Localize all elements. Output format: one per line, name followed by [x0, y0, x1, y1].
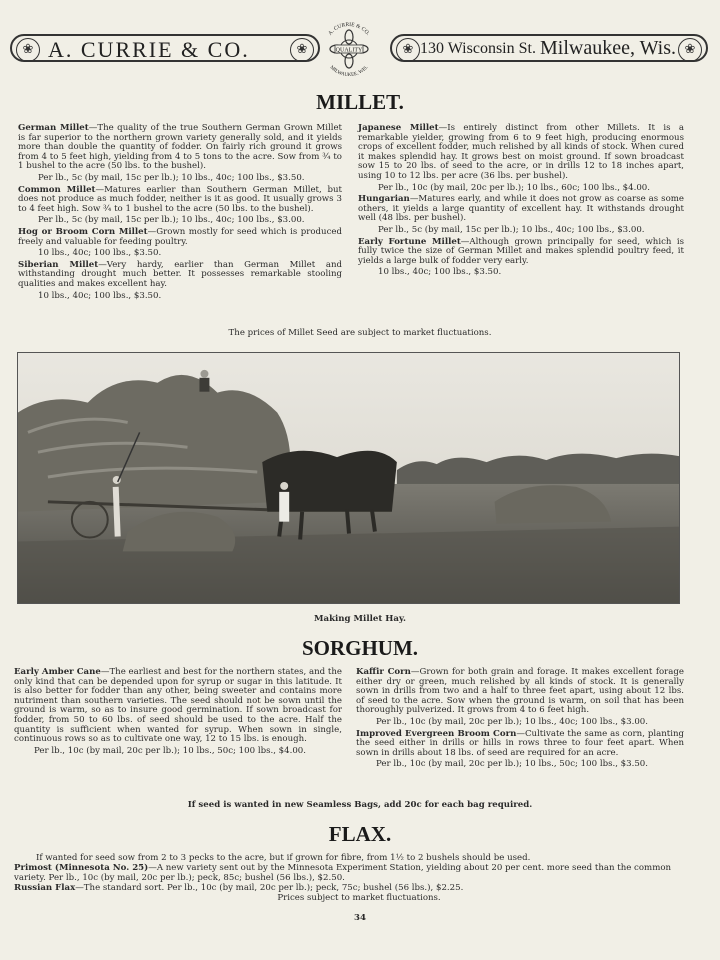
millet-hay-photo: [17, 352, 680, 604]
sorghum-right-column: [356, 668, 684, 772]
sorghum-price: Per lb., 10c (by mail, 20c per lb.); 10 lbs., 50c; 100 lbs., $3.50.: [376, 759, 649, 770]
millet-entry: Early Fortune Millet—Although grown principally for seed, which is fully twice the size of German Millet and makes splendid poultry feed, it yields a large bulk of fodder very early.: [358, 236, 684, 266]
millet-price: Per lb., 5c (by mail, 15c per lb.); 10 lbs., 40c; 100 lbs., $3.50.: [38, 172, 305, 183]
millet-entry: Common Millet—Matures earlier than Southern German Millet, but does not produce as much fodder, neither is it as good. It usually grows 3 to 4 feet high. Sow ¾ to 1 bushel to the acre (50 lbs. to the bushel).: [18, 184, 342, 214]
millet-price: Per lb., 5c (by mail, 15c per lb.); 10 lbs., 40c; 100 lbs., $3.00.: [378, 224, 645, 235]
millet-entry: Hog or Broom Corn Millet—Grown mostly for seed which is produced freely and valuable for feeding poultry.: [18, 226, 342, 247]
company-name: A. CURRIE & CO.: [48, 37, 250, 62]
sorghum-price: Per lb., 10c (by mail, 20c per lb.); 10 lbs., 50c; 100 lbs., $4.00.: [34, 745, 307, 756]
flax-market-note: Prices subject to market fluctuations.: [277, 893, 441, 903]
millet-price: Per lb., 10c (by mail, 20c per lb.); 10 lbs., 60c; 100 lbs., $4.00.: [378, 182, 651, 193]
photo-caption: Making Millet Hay.: [314, 614, 406, 624]
millet-entry: Hungarian—Matures early, and while it does not grow as coarse as some others, it yields a large quantity of excellent hay. It withstands drought well (48 lbs. per bushel).: [358, 194, 684, 224]
rosette-icon: ❀: [290, 38, 314, 62]
millet-right-column: [358, 124, 684, 280]
sorghum-entry: Kaffir Corn—Grown for both grain and forage. It makes excellent forage either dry or green, much relished by all kinds of stock. It is generally sown in drills from two and a half to three feet apart, using about 12 lbs. of seed to the acre. Sow when the ground is warm, on soil that has been thoroughly pulverized. It grows from 4 to 6 feet high.: [356, 667, 684, 716]
millet-left-column: [18, 124, 342, 303]
rosette-icon: ❀: [678, 38, 702, 62]
flax-entry: Primost (Minnesota No. 25)—A new variety sent out by the Minnesota Experiment Station, yielding about 20 per cent. more seed than the common variety. Per lb., 10c (by mail, 20c per lb.); peck, 85c; bushel (56 lbs.), $2.50.: [14, 863, 672, 883]
millet-market-note: The prices of Millet Seed are subject to market fluctuations.: [228, 328, 492, 338]
millet-price: Per lb., 5c (by mail, 15c per lb.); 10 lbs., 40c; 100 lbs., $3.00.: [38, 215, 305, 226]
millet-price: 10 lbs., 40c; 100 lbs., $3.50.: [38, 248, 162, 259]
svg-text:MILWAUKEE, WIS.: MILWAUKEE, WIS.: [328, 65, 370, 79]
page-number: 34: [354, 913, 366, 923]
millet-entry: Japanese Millet—Is entirely distinct from other Millets. It is a remarkable yielder, growing from 6 to 9 feet high, producing enormous crops of excellent fodder, much relished by all kinds of stock. When cured it makes splendid hay. It grows best on moist ground. If sown broadcast sow 15 to 20 lbs. of seed to the acre, or in drills 12 to 18 inches apart, using 10 to 12 lbs. per acre (36 lbs. per bushel).: [358, 123, 685, 181]
millet-entry: German Millet—The quality of the true Southern German Grown Millet is far superior to the northern grown variety generally sold, and it yields more than double the quantity of fodder. On fairly rich ground it grows from 4 to 5 feet high, yielding from 4 to 5 tons to the acre. Sow from ¾ to 1 bushel to the acre (50 lbs. to the bushel).: [18, 123, 342, 172]
flax-section: [14, 853, 704, 903]
rosette-icon: ❀: [16, 38, 40, 62]
flax-entry: Russian Flax—The standard sort. Per lb., 10c (by mail, 20c per lb.); peck, 75c; bushel (56 lbs.), $2.25.: [14, 883, 464, 893]
address-banner: [390, 34, 708, 62]
sorghum-entry: Early Amber Cane—The earliest and best for the northern states, and the only kind that can be depended upon for syrup or sugar in this latitude. It is also better for fodder than any other, being sweeter and contains more nutriment than southern varieties. The seed should not be sown until the ground is warm, so as to insure good germination. If sown broadcast for fodder, from 50 to 60 lbs. of seed should be used to the acre. Half the quantity is sufficient when wanted for syrup. When sown in single, continuous rows so as to cultivate one way, 12 to 15 lbs. is enough.: [14, 667, 342, 745]
millet-price: 10 lbs., 40c; 100 lbs., $3.50.: [38, 290, 162, 301]
flax-heading: FLAX.: [328, 822, 392, 846]
sorghum-left-column: [14, 668, 342, 758]
svg-text:A. CURRIE & CO.: A. CURRIE & CO.: [327, 21, 371, 37]
quality-seal-icon: [318, 18, 380, 80]
street-address: 130 Wisconsin St.: [420, 40, 536, 57]
millet-heading: MILLET.: [316, 90, 404, 114]
company-banner: [10, 34, 320, 62]
svg-text:QUALITY: QUALITY: [335, 47, 363, 54]
rosette-icon: ❀: [396, 38, 420, 62]
flax-intro: If wanted for seed sow from 2 to 3 pecks to the acre, but if grown for fibre, from 1½ to 2 bushels should be used.: [36, 853, 531, 863]
sorghum-entry: Improved Evergreen Broom Corn—Cultivate the same as corn, planting the seed either in drills or hills in rows three to four feet apart. When sown in drills about 18 lbs. of seed are required for an acre.: [356, 728, 684, 758]
sorghum-price: Per lb., 10c (by mail, 20c per lb.); 10 lbs., 40c; 100 lbs., $3.00.: [376, 716, 649, 727]
seamless-bags-note: If seed is wanted in new Seamless Bags, add 20c for each bag required.: [187, 800, 533, 810]
city: Milwaukee, Wis.: [540, 37, 677, 59]
millet-price: 10 lbs., 40c; 100 lbs., $3.50.: [378, 267, 502, 278]
millet-entry: Siberian Millet—Very hardy, earlier than German Millet and withstanding drought much better. It possesses remarkable stooling qualities and makes excellent hay.: [18, 259, 342, 289]
sorghum-heading: SORGHUM.: [301, 636, 419, 660]
